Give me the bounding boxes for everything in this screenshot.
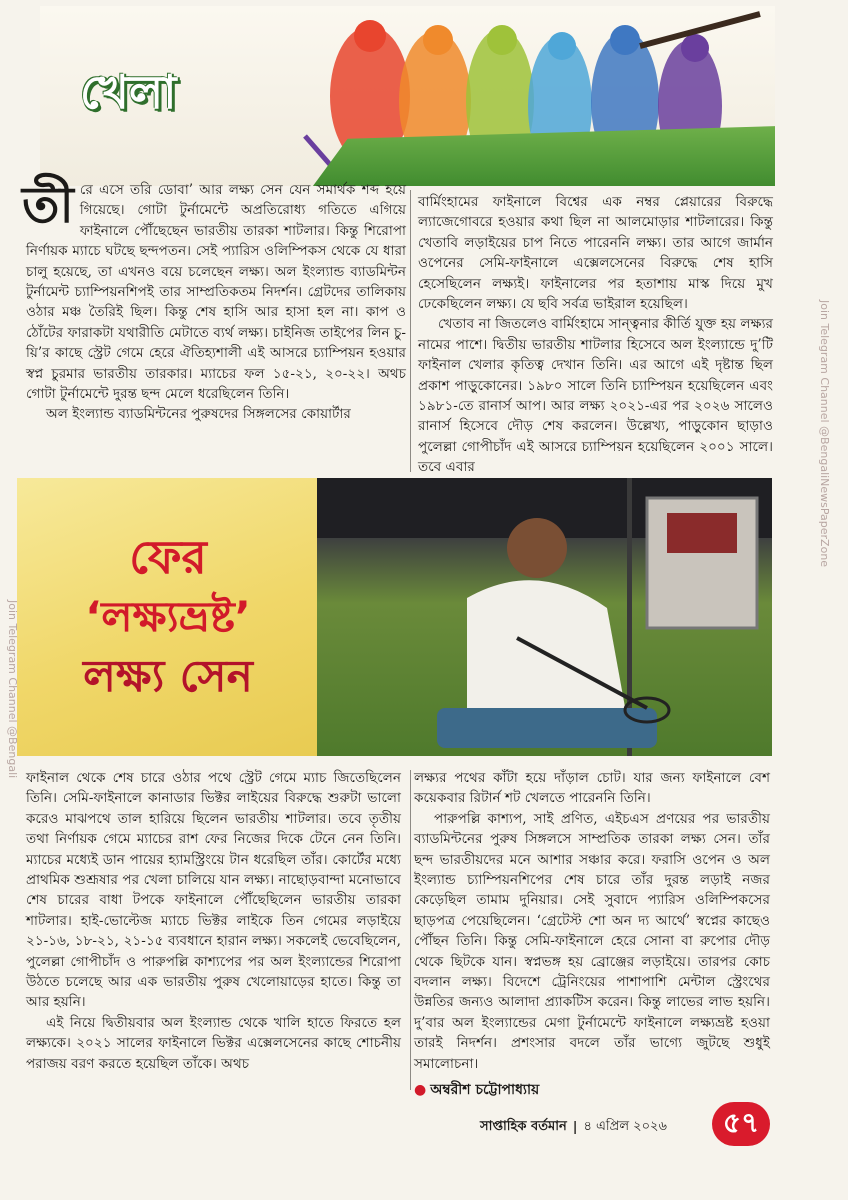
article-column-top-left xyxy=(22,175,406,425)
headline-line-3: লক্ষ্য সেন xyxy=(83,651,253,702)
player-photo-illustration xyxy=(317,478,772,756)
watermark-right: Join Telegram Channel @BengaliNewsPaperZone xyxy=(818,300,831,568)
column-divider xyxy=(410,190,411,472)
article-column-bottom-left xyxy=(26,768,401,1074)
page-number-badge: ৫৭ xyxy=(712,1102,770,1146)
article-column-bottom-right xyxy=(414,768,770,1074)
column-divider xyxy=(410,770,411,1090)
player-photo xyxy=(317,478,772,756)
section-banner xyxy=(40,6,775,186)
article-paragraph: এই নিয়ে দ্বিতীয়বার অল ইংল্যান্ড থেকে খালি হাতে ফিরতে হল লক্ষ্যকে। ২০২১ সালের ফাইনালে ভিক্টর এক্সেলসেনের কাছে শোচনীয় পরাজয় বরণ করতে হয়েছিল তাঁকে। অথচ xyxy=(26,1014,401,1072)
article-paragraph: ফাইনাল থেকে শেষ চারে ওঠার পথে স্ট্রেট গেমে ম্যাচ জিতেছিলেন তিনি। সেমি-ফাইনালে কানাডার ভিক্টর লাইয়ের বিরুদ্ধে শুরুটা ভালো করেও মাঝপথে তাল হারিয়ে ছিলেন ভারতীয় শাটলার। তবে তৃতীয় তথা নির্ণায়ক গেমে ম্যাচের রাশ ফের নিজের দিকে টেনে নেন তিনি। ম্যাচের মধ্যেই ডান পায়ের হ্যামস্ট্রিংয়ে টান ধরেছিল তাঁর। কোর্টের মধ্যে প্রাথমিক শুশ্রূষার পর খেলা চালিয়ে যান লক্ষ্য। নাছোড়বান্দা মনোভাবে শেষ চারের বাধা টপকে ফাইনালে পৌঁছেছিলেন ভারতীয় তারকা শাটলার। হাই-ভোল্টেজ ম্যাচে ভিক্টর লাইকে তিন গেমের লড়াইয়ে ২১-১৬, ১৮-২১, ২১-১৫ ব্যবধানে হারান লক্ষ্য। সকলেই ভেবেছিলেন, পুলেল্লা গোপীচাঁদ ও পারুপল্লি কাশ্যপের পর অল ইংল্যান্ডের শিরোপা উঠতে চলেছে আর এক ভারতীয় পুরুষ খেলোয়াড়ের হাতে। কিন্তু তা আর হয়নি। xyxy=(26,770,401,1011)
article-column-top-right xyxy=(418,192,773,478)
article-paragraph: খেতাব না জিতলেও বার্মিংহামে সান্ত্বনার কীর্তি যুক্ত হয় লক্ষ্যর নামের পাশে। দ্বিতীয় ভারতীয় শাটলার হিসেবে অল ইংল্যান্ডে দু’টি ফাইনাল খেলার কৃতিত্ব দেখান তিনি। এর আগে এই দৃষ্টান্ত ছিল প্রকাশ পাড়ুকোনের। ১৯৮০ সালে তিনি চ্যাম্পিয়ন হয়েছিলেন এবং ১৯৮১-তে রানার্স আপ। আর লক্ষ্য ২০২১-এর পর ২০২৬ সালেও রানার্স হিসেবে দৌড় শেষ করলেন। উল্লেখ্য, পাড়ুকোন ছাড়াও পুলেল্লা গোপীচাঁদ এই আসরে চ্যাম্পিয়ন হয়েছিলেন ২০০১ সালে। তবে এবার xyxy=(418,316,773,476)
magazine-name: সাপ্তাহিক বর্তমান xyxy=(480,1118,567,1134)
headline xyxy=(18,478,318,756)
headline-line-2: ‘লক্ষ্যভ্রষ্ট’ xyxy=(85,592,251,641)
section-title: খেলা xyxy=(80,65,177,119)
article-paragraph: বার্মিংহামের ফাইনালে বিশ্বের এক নম্বর প্লেয়ারের বিরুদ্ধে ল্যাজেগোবরে হওয়ার কথা ছিল না আলমোড়ার শাটলারের। কিন্তু খেতাবি লড়াইয়ের চাপ নিতে পারেননি লক্ষ্য। তার আগে জার্মান ওপেনের সেমি-ফাইনালে এক্সেলসেনের বিরুদ্ধে শেষ হাসি হেসেছিলেন লক্ষ্যই। ফাইনালের পর হতাশায় মাস্ক দিয়ে মুখ ঢেকেছিলেন লক্ষ্য। যে ছবি সর্বত্র ভাইরাল হয়েছিল। xyxy=(418,194,773,313)
article-paragraph: অল ইংল্যান্ড ব্যাডমিন্টনের পুরুষদের সিঙ্গলসের কোয়ার্টার xyxy=(46,406,351,423)
bullet-icon: ● xyxy=(414,1082,427,1098)
issue-date: ৪ এপ্রিল ২০২৬ xyxy=(583,1118,667,1134)
watermark-left: Join Telegram Channel @Bengali xyxy=(6,600,19,779)
article-paragraph: তীরে এসে তরি ডোবা’ আর লক্ষ্য সেন যেন সমার্থক শব্দ হয়ে গিয়েছে। গোটা টুর্নামেন্টে অপ্রতিরোধ্য গতিতে এগিয়ে ফাইনালে পৌঁছেছেন ভারতীয় তারকা শাটলার। কিন্তু শিরোপা নির্ণায়ক ম্যাচে ঘটছে ছন্দপতন। সেই প্যারিস ওলিম্পিকস থেকে যে ধারা চালু হয়েছে, তা এখনও বয়ে চলেছেন লক্ষ্য। অল ইংল্যান্ড ব্যাডমিন্টন টুর্নামেন্ট চ্যাম্পিয়নশিপই তার সাম্প্রতিকতম নিদর্শন। গ্রেটদের তালিকায় ওঠার মঞ্চ তৈরিই ছিল। কিন্তু শেষ হাসি আর হাসা হল না। কাপ ও ঠোঁটের ফারাকটা যথারীতি মেটাতে ব্যর্থ লক্ষ্য। চাইনিজ তাইপের লিন চু-য়ি’র কাছে স্ট্রেট গেমে হেরে ঐতিহ্যশালী এই আসরে চ্যাম্পিয়ন হওয়ার স্বপ্ন চুরমার ভারতীয় তারকার। ম্যাচের ফল ১৫-২১, ২০-২২। অথচ গোটা টুর্নামেন্টে দুরন্ত ছন্দ মেলে ধরেছিলেন তিনি। xyxy=(22,175,406,403)
headline-line-1: ফের xyxy=(129,530,207,584)
byline xyxy=(414,1078,539,1102)
footer-separator: | xyxy=(572,1119,578,1135)
drop-cap: তী xyxy=(22,175,74,234)
author-name: অম্বরীশ চট্টোপাধ্যায় xyxy=(430,1082,540,1098)
article-paragraph: পারুপল্লি কাশ্যপ, সাই প্রণিত, এইচএস প্রণয়ের পর ভারতীয় ব্যাডমিন্টনের পুরুষ সিঙ্গলসে সাম্প্রতিক তারকা লক্ষ্য সেন। তাঁর ছন্দ ভারতীয়দের মনে আশার সঞ্চার করে। ফরাসি ওপেন ও অল ইংল্যান্ড চ্যাম্পিয়নশিপের শেষ চারে তাঁর দুরন্ত লড়াই নজর কেড়েছিল তামাম দুনিয়ার। সেই সুবাদে প্যারিস ওলিম্পিকসের ছাড়পত্র পেয়েছিলেন। ‘গ্রেটেস্ট শো অন দ্য আর্থে’ স্বপ্নের কাছেও পৌঁছন তিনি। কিন্তু সেমি-ফাইনালে হেরে সোনা বা রুপোর দৌড় থেকে ছিটকে যান। স্বপ্নভঙ্গ হয় ব্রোঞ্জের লড়াইয়ে। তারপর কোচ বদলান লক্ষ্য। বিদেশে ট্রেনিংয়ের পাশাপাশি মেন্টাল স্ট্রেংথের উন্নতির জন্যও আলাদা প্র্যাকটিস করেন। কিন্তু লাভের লাভ হয়নি। দু’বার অল ইংল্যান্ডের মেগা টুর্নামেন্টে ফাইনালে লক্ষ্যভ্রষ্ট হওয়া তারই নিদর্শন। প্রশংসার বদলে তাঁর ভাগ্যে জুটছে শুধুই সমালোচনা। xyxy=(414,810,770,1072)
article-paragraph: লক্ষ্যর পথের কাঁটা হয়ে দাঁড়াল চোট। যার জন্য ফাইনালে বেশ কয়েকবার রিটার্ন শট খেলতে পারেননি তিনি। xyxy=(414,770,770,807)
